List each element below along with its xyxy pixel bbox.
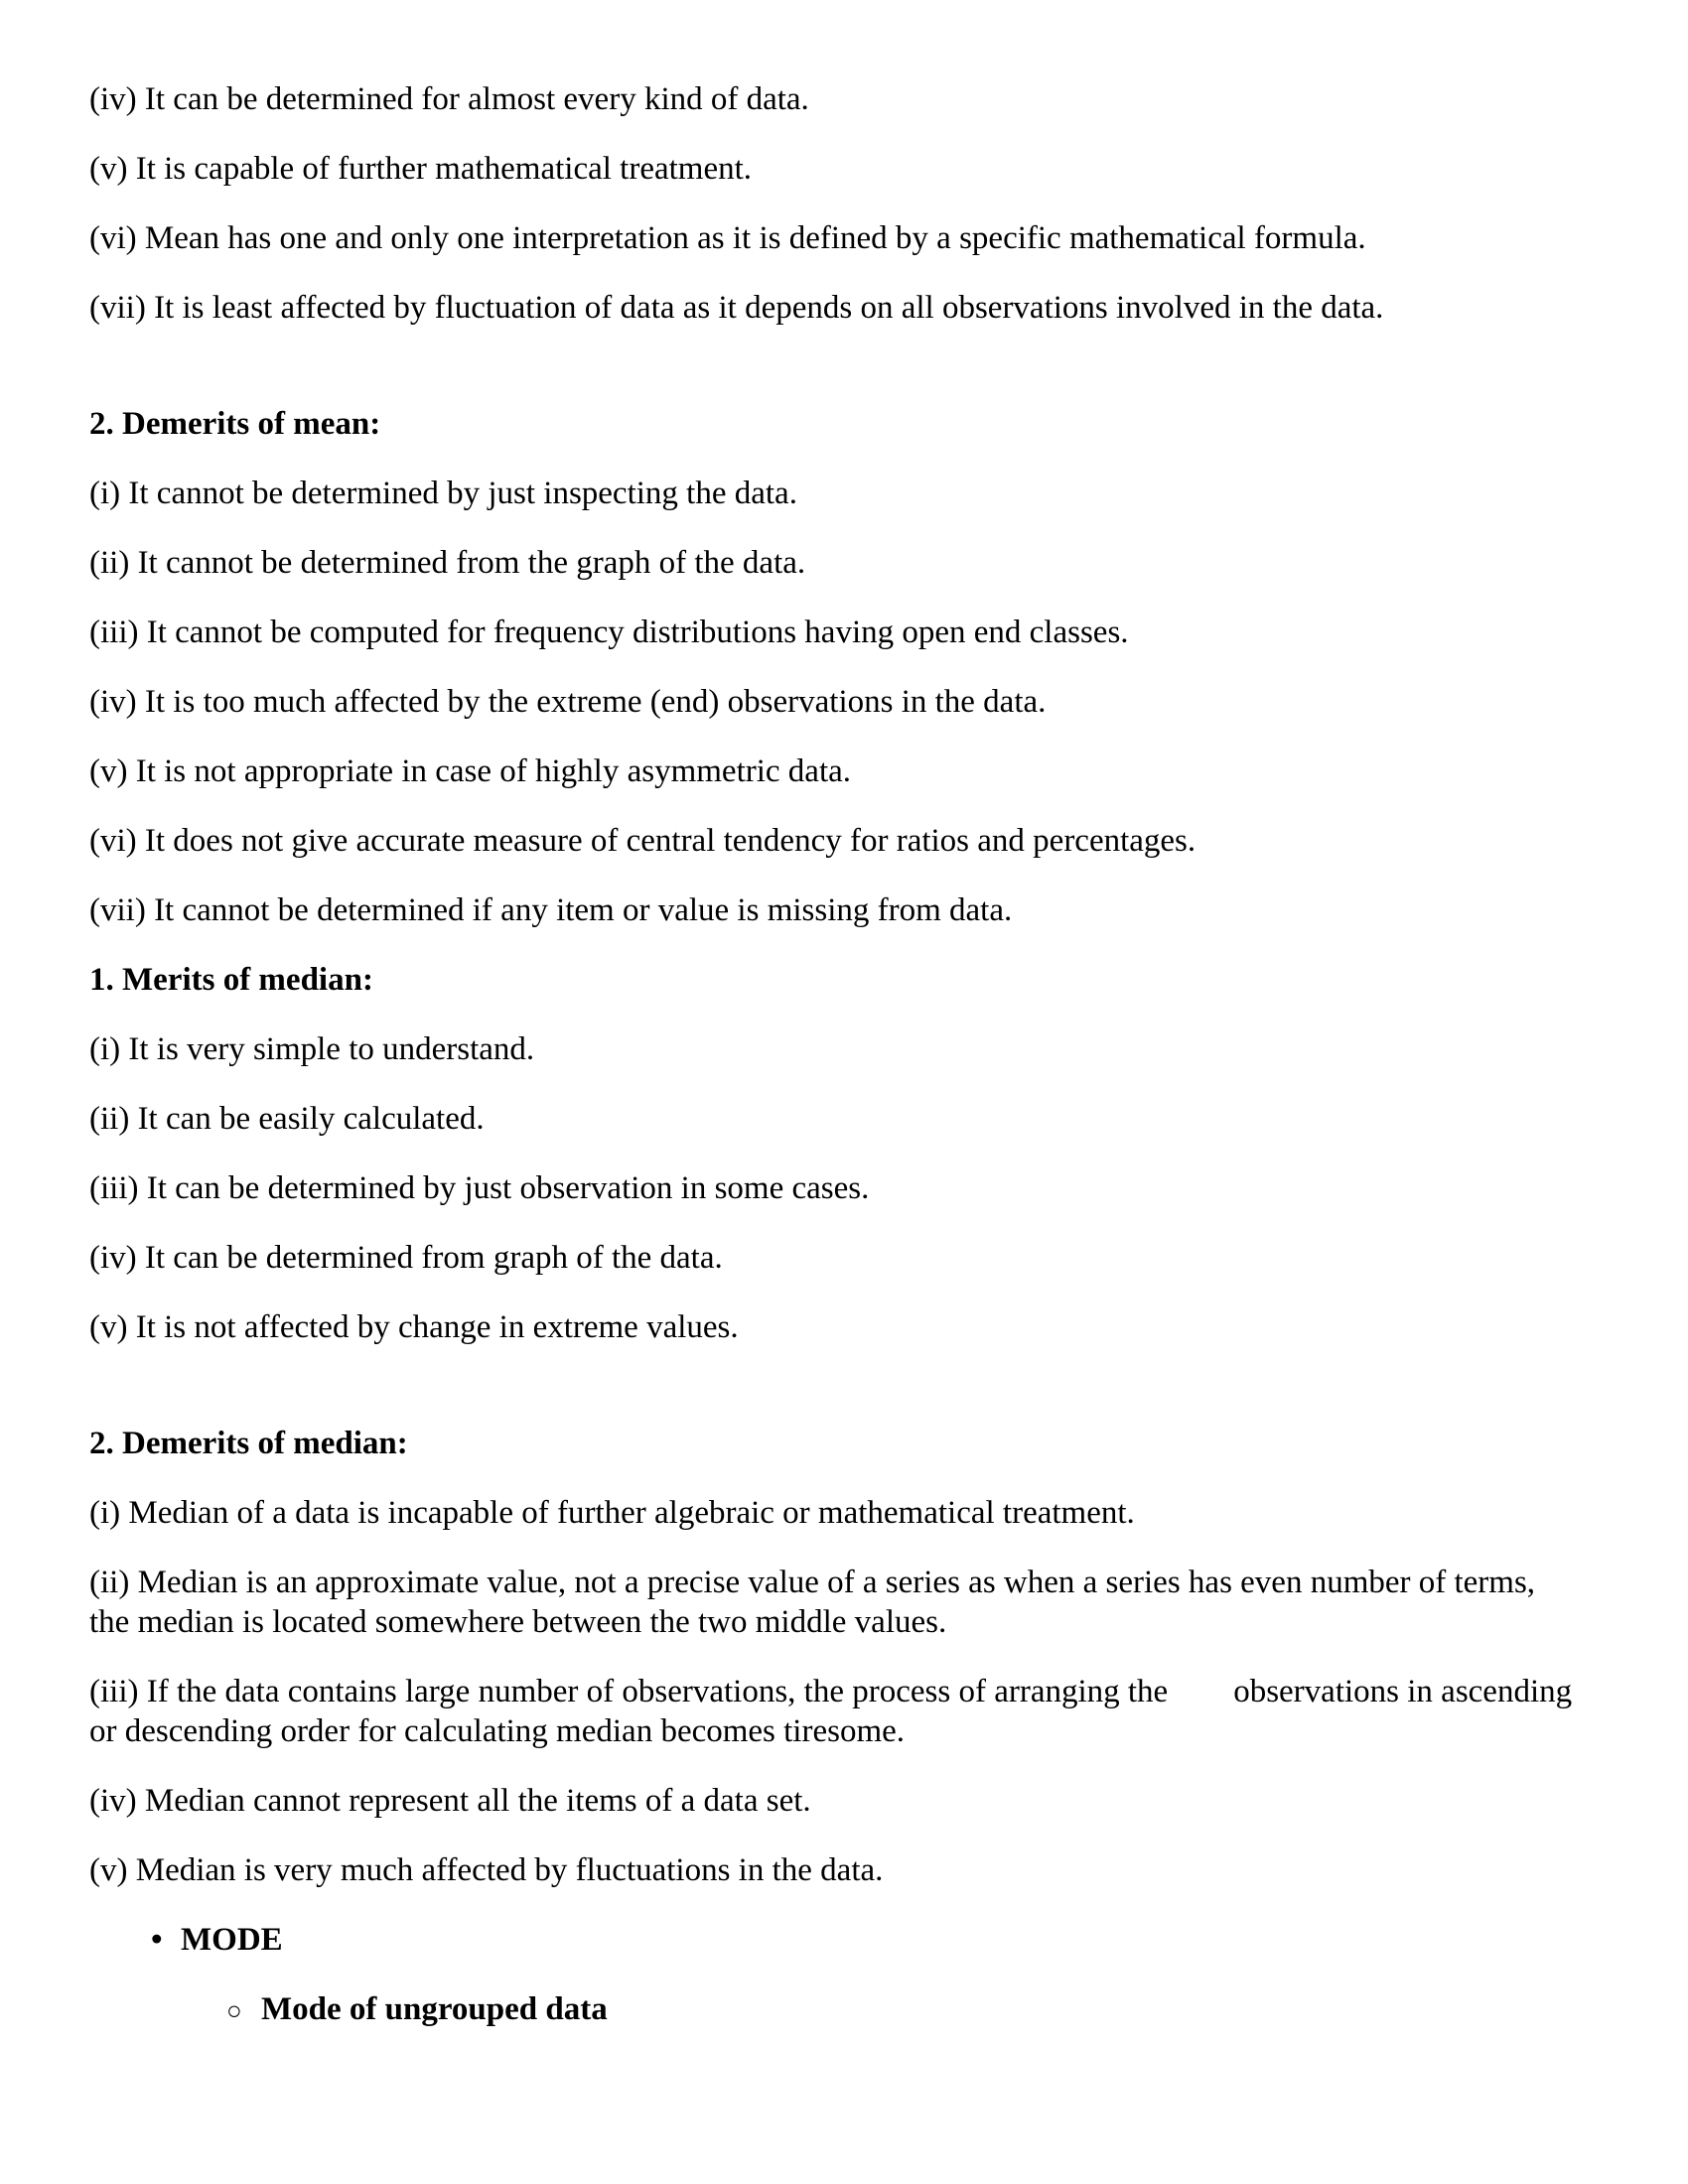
list-item — [89, 474, 1603, 513]
text-line: (vii) It is least affected by fluctuation of data as it depends on all observations involved in the data. — [89, 290, 1384, 326]
text-line: (iv) Median cannot represent all the items of a data set. — [89, 1783, 811, 1819]
list-item — [89, 1672, 1603, 1751]
list-item — [89, 1493, 1603, 1533]
list-item — [89, 1168, 1603, 1208]
filled-bullet-icon: • — [151, 1922, 163, 1958]
list-item — [89, 218, 1603, 258]
text-line: 2. Demerits of mean: — [89, 406, 381, 442]
list-item — [89, 1850, 1603, 1890]
text-line: (iv) It can be determined from graph of the data. — [89, 1240, 723, 1276]
list-item — [89, 149, 1603, 189]
text-line: (i) Median of a data is incapable of further algebraic or mathematical treatment. — [89, 1495, 1135, 1531]
text-line: (v) It is not affected by change in extreme values. — [89, 1309, 739, 1345]
text-line: (v) Median is very much affected by fluctuations in the data. — [89, 1852, 884, 1888]
text-line: (ii) It can be easily calculated. — [89, 1101, 485, 1137]
text-line: (iii) If the data contains large number of observations, the process of arranging the observations in ascending — [89, 1674, 1573, 1709]
text-line: (vi) Mean has one and only one interpretation as it is defined by a specific mathematical formula. — [89, 220, 1366, 256]
text-line: (v) It is not appropriate in case of highly asymmetric data. — [89, 753, 852, 789]
text-line: (ii) It cannot be determined from the graph of the data. — [89, 545, 806, 581]
list-item — [89, 1781, 1603, 1821]
list-item — [89, 1099, 1603, 1139]
text-line: or descending order for calculating median becomes tiresome. — [89, 1713, 906, 1749]
list-item — [89, 751, 1603, 791]
bullet-item — [151, 1920, 1603, 1960]
text-line: (v) It is capable of further mathematical treatment. — [89, 151, 753, 187]
text-line: (vii) It cannot be determined if any item or value is missing from data. — [89, 892, 1013, 928]
text-line: (ii) Median is an approximate value, not a precise value of a series as when a series has even number of terms, — [89, 1565, 1536, 1600]
text-line: (i) It is very simple to understand. — [89, 1031, 535, 1067]
section-heading — [89, 404, 1603, 444]
text-line: (iv) It can be determined for almost every kind of data. — [89, 81, 809, 117]
list-item — [89, 821, 1603, 861]
bullet-label: MODE — [181, 1922, 283, 1958]
text-line: (vi) It does not give accurate measure of central tendency for ratios and percentages. — [89, 823, 1196, 859]
bullet-item — [226, 1989, 1603, 2031]
list-item — [89, 1238, 1603, 1278]
list-item — [89, 1029, 1603, 1069]
text-line: (i) It cannot be determined by just inspecting the data. — [89, 476, 797, 511]
text-line: 1. Merits of median: — [89, 962, 373, 998]
bullet-label: Mode of ungrouped data — [261, 1991, 608, 2027]
list-item — [89, 288, 1603, 328]
list-item — [89, 682, 1603, 722]
list-item — [89, 79, 1603, 119]
section-heading — [89, 960, 1603, 1000]
section-heading — [89, 1424, 1603, 1463]
list-item — [89, 1563, 1603, 1642]
list-item — [89, 1307, 1603, 1347]
text-line: (iv) It is too much affected by the extreme (end) observations in the data. — [89, 684, 1047, 720]
text-line: 2. Demerits of median: — [89, 1426, 408, 1461]
circle-bullet-icon: ○ — [226, 1996, 242, 2025]
text-line: (iii) It can be determined by just observation in some cases. — [89, 1170, 870, 1206]
list-item — [89, 613, 1603, 652]
list-item — [89, 890, 1603, 930]
text-line: the median is located somewhere between the two middle values. — [89, 1604, 947, 1640]
list-item — [89, 543, 1603, 583]
text-line: (iii) It cannot be computed for frequency distributions having open end classes. — [89, 614, 1129, 650]
